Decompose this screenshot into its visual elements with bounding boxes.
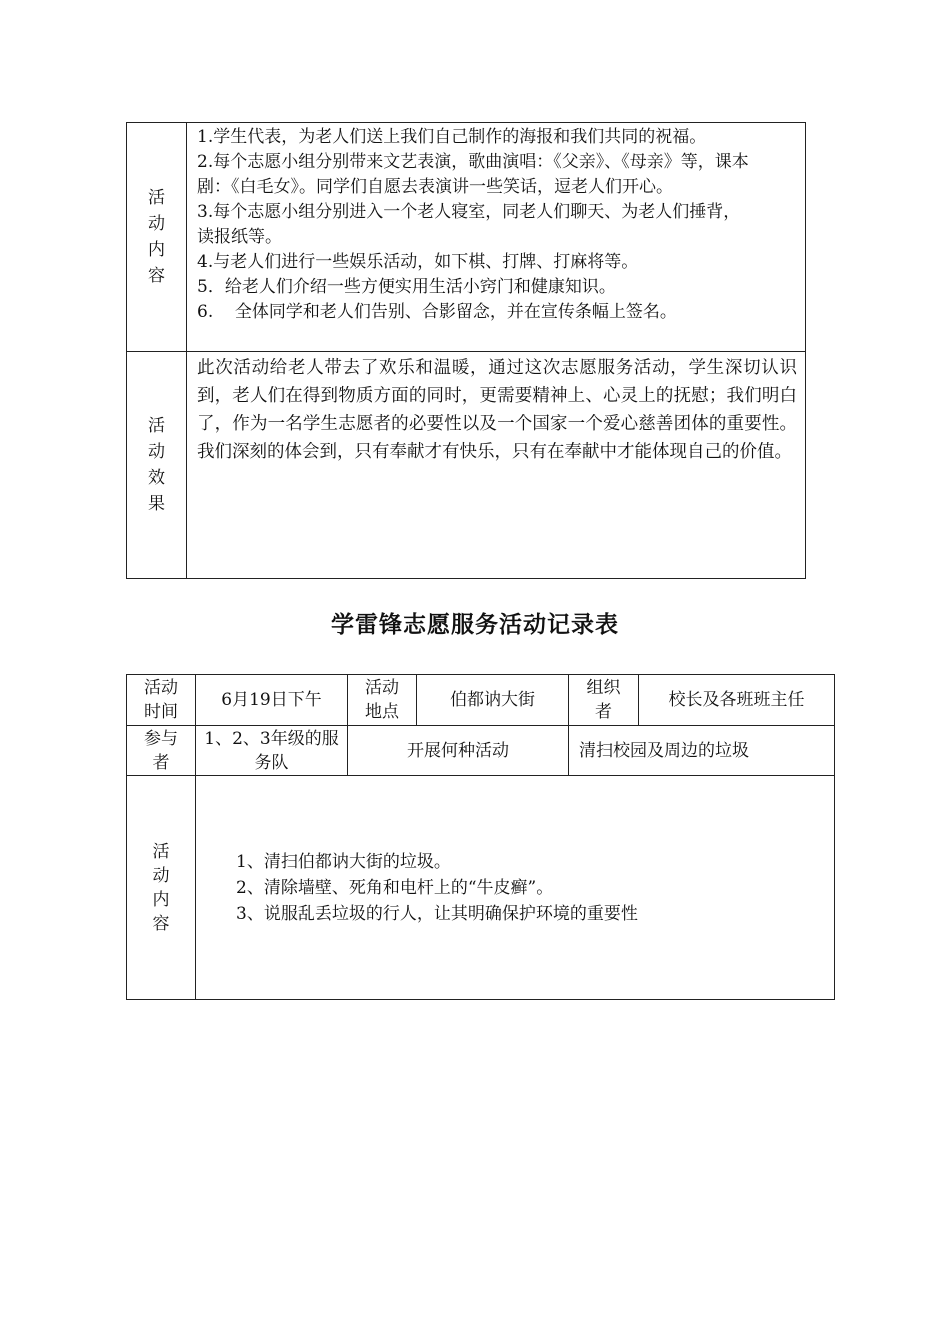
label-char: 果 [148,494,165,514]
content-item: 5．给老人们介绍一些方便实用生活小窍门和健康知识。 [197,277,616,297]
info-row [127,675,835,726]
content-item: 读报纸等。 [197,227,282,247]
label-char: 效 [148,468,165,488]
activity-detail-table [126,122,806,579]
place-label [348,675,417,726]
label-line: 活动 [144,678,178,698]
volunteer-record-table [126,674,835,1000]
content-row [127,776,835,1000]
label-char: 内 [148,240,165,260]
time-label [127,675,196,726]
time-value: 6月19日下午 [196,675,348,726]
record-form-title: 学雷锋志愿服务活动记录表 [331,612,619,638]
label-line: 地点 [365,702,399,722]
label-line: 组织 [586,678,621,698]
label-char: 活 [148,416,165,436]
content-row [127,123,806,352]
content-item: 1、清扫伯都讷大街的垃圾。 [236,851,451,872]
label-line: 活动 [365,678,399,698]
label-char: 容 [148,266,165,286]
label-char: 动 [152,865,170,886]
participants-value [196,726,348,776]
label-char: 动 [148,442,165,462]
effect-text: 此次活动给老人带去了欢乐和温暖，通过这次志愿服务活动，学生深切认识到，老人们在得到物质方面的同时，更需要精神上、心灵上的抚慰；我们明白了，作为一名学生志愿者的必要性以及一个国家一个爱心慈善团体的重要性。我们深刻的体会到，只有奉献才有快乐，只有在奉献中才能体现自己的价值。 [187,352,806,579]
content-item: 3、说服乱丢垃圾的行人，让其明确保护环境的重要性 [236,903,638,924]
content-label [127,123,187,352]
value-line: 1、2、3年级的服 [204,728,339,749]
activity-type-value: 清扫校园及周边的垃圾 [569,726,835,776]
organizer-label [569,675,639,726]
content-label [127,776,196,1000]
content-list [196,776,835,1000]
value-line: 务队 [254,752,289,773]
effect-label [127,352,187,579]
content-list [187,123,806,352]
content-item: 2.每个志愿小组分别带来文艺表演，歌曲演唱：《父亲》、《母亲》等，课本 [197,152,749,172]
content-item: 1.学生代表，为老人们送上我们自己制作的海报和我们共同的祝福。 [197,127,707,147]
content-item: 6. 全体同学和老人们告别、合影留念，并在宣传条幅上签名。 [197,302,677,322]
organizer-value: 校长及各班班主任 [639,675,835,726]
label-char: 活 [152,841,170,862]
label-line: 者 [152,752,170,773]
label-char: 内 [152,889,170,910]
effect-row [127,352,806,579]
label-char: 动 [148,214,165,234]
content-item: 4.与老人们进行一些娱乐活动，如下棋、打牌、打麻将等。 [197,252,639,272]
content-item: 剧：《白毛女》。同学们自愿去表演讲一些笑话，逗老人们开心。 [197,177,673,197]
label-char: 容 [152,913,170,934]
content-item: 2、清除墙壁、死角和电杆上的“牛皮癣”。 [236,877,554,898]
participants-label [127,726,196,776]
label-line: 者 [595,702,612,722]
label-char: 活 [148,188,165,208]
participants-row [127,726,835,776]
place-value: 伯都讷大街 [417,675,569,726]
label-line: 时间 [144,702,178,722]
activity-type-label: 开展何种活动 [348,726,569,776]
label-line: 参与 [144,728,178,749]
content-item: 3.每个志愿小组分别进入一个老人寝室，同老人们聊天、为老人们捶背， [197,202,741,222]
